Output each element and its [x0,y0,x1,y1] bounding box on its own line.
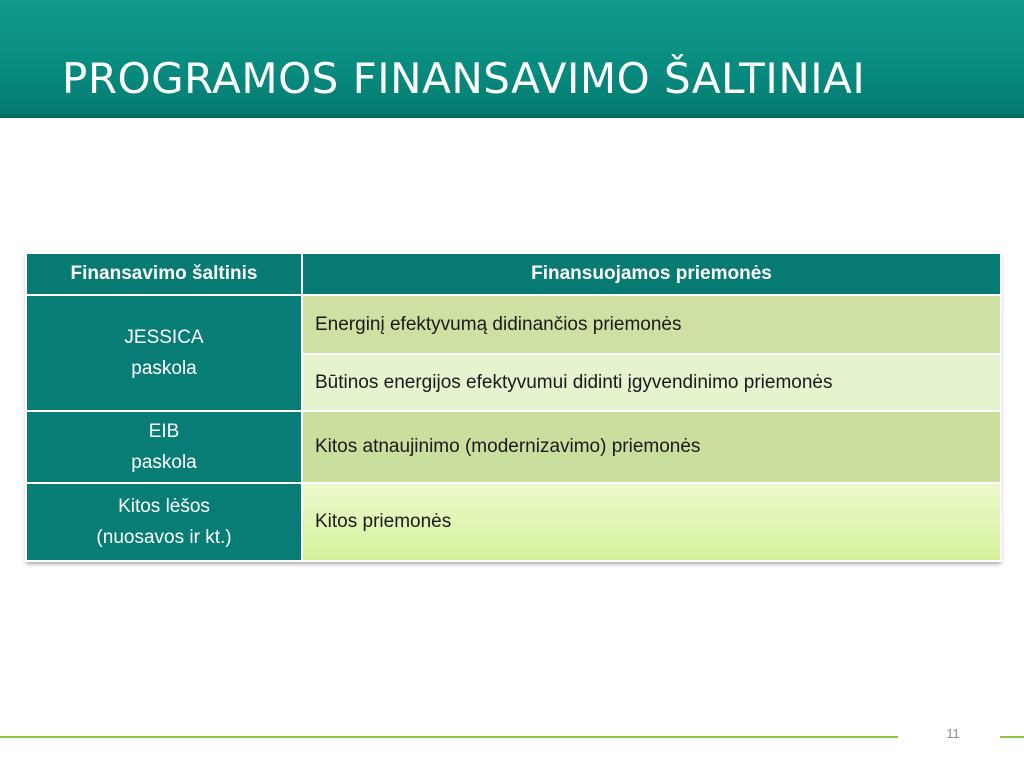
funding-table [25,252,1002,562]
measure-cell: Kitos priemonės [302,483,1001,561]
measure-cell: Energinį efektyvumą didinančios priemonės [302,295,1001,354]
title-bar [0,0,1024,118]
source-name: EIB [148,421,180,442]
table-row [26,295,1001,354]
source-type: (nuosavos ir kt.) [96,527,232,548]
source-cell-jessica [26,295,302,411]
footer-divider [0,736,898,738]
source-type: paskola [131,452,197,473]
source-name: Kitos lėšos [118,496,210,517]
source-type: paskola [131,358,197,379]
header-funding-source: Finansavimo šaltinis [26,253,302,295]
measure-cell: Būtinos energijos efektyvumui didinti įgyvendinimo priemonės [302,354,1001,411]
footer-divider-right [1000,736,1024,738]
table-header-row [26,253,1001,295]
page-number: 11 [946,726,960,741]
slide-title: PROGRAMOS FINANSAVIMO ŠALTINIAI [62,54,866,103]
funding-table-container [25,252,1000,562]
source-cell-eib [26,411,302,483]
source-cell-other [26,483,302,561]
measure-cell: Kitos atnaujinimo (modernizavimo) priemonės [302,411,1001,483]
header-funded-measures: Finansuojamos priemonės [302,253,1001,295]
table-row [26,411,1001,483]
table-row [26,483,1001,561]
source-name: JESSICA [124,327,204,348]
